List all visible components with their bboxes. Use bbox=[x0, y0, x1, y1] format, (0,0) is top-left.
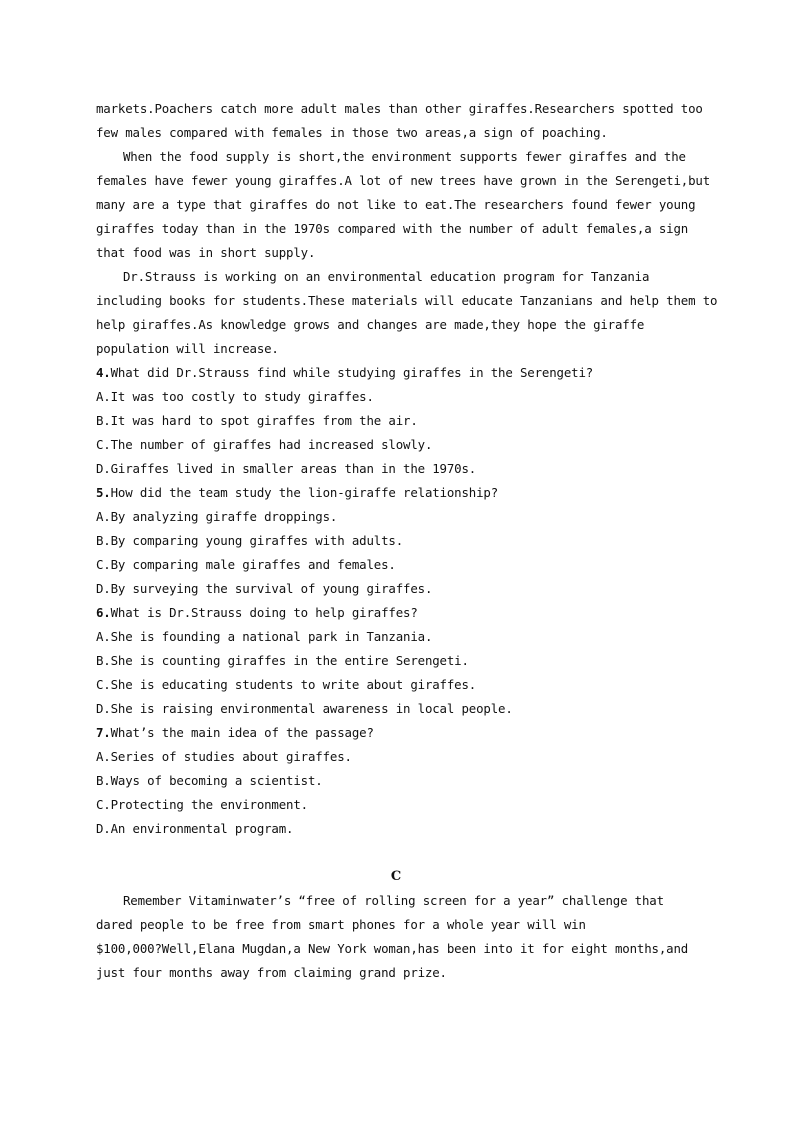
option-c: C.Protecting the environment. bbox=[96, 797, 308, 812]
question-stem bbox=[96, 601, 696, 625]
question-4 bbox=[96, 361, 696, 481]
question-text: What is Dr.Strauss doing to help giraffes? bbox=[110, 605, 418, 620]
option-a: A.Series of studies about giraffes. bbox=[96, 749, 352, 764]
question-number: 7. bbox=[96, 725, 111, 740]
question-number: 4. bbox=[96, 365, 111, 380]
text-line: population will increase. bbox=[96, 341, 279, 356]
option-c: C.She is educating students to write about giraffes. bbox=[96, 677, 477, 692]
option-d: D.By surveying the survival of young giraffes. bbox=[96, 581, 433, 596]
option-d: D.She is raising environmental awareness in local people. bbox=[96, 701, 513, 716]
option-a: A.She is founding a national park in Tanzania. bbox=[96, 629, 433, 644]
question-text: What’s the main idea of the passage? bbox=[110, 725, 374, 740]
text-line: Dr.Strauss is working on an environmental education program for Tanzania bbox=[123, 269, 650, 284]
option-d: D.An environmental program. bbox=[96, 821, 294, 836]
section-c-paragraph bbox=[96, 889, 696, 985]
text-line: $100,000?Well,Elana Mugdan,a New York woman,has been into it for eight months,and bbox=[96, 941, 689, 956]
question-text: What did Dr.Strauss find while studying giraffes in the Serengeti? bbox=[110, 365, 594, 380]
option-c: C.The number of giraffes had increased slowly. bbox=[96, 437, 433, 452]
text-line: few males compared with females in those two areas,a sign of poaching. bbox=[96, 125, 608, 140]
question-stem bbox=[96, 481, 696, 505]
option-b: B.It was hard to spot giraffes from the air. bbox=[96, 413, 418, 428]
passage-paragraph bbox=[96, 265, 718, 361]
text-line: help giraffes.As knowledge grows and changes are made,they hope the giraffe bbox=[96, 317, 645, 332]
question-text: How did the team study the lion-giraffe relationship? bbox=[110, 485, 499, 500]
option-a: A.By analyzing giraffe droppings. bbox=[96, 509, 338, 524]
option-d: D.Giraffes lived in smaller areas than in the 1970s. bbox=[96, 461, 477, 476]
text-line: including books for students.These materials will educate Tanzanians and help them to bbox=[96, 293, 718, 308]
text-line: many are a type that giraffes do not like to eat.The researchers found fewer young bbox=[96, 197, 696, 212]
option-b: B.She is counting giraffes in the entire Serengeti. bbox=[96, 653, 469, 668]
text-line: that food was in short supply. bbox=[96, 245, 316, 260]
section-c-title: C bbox=[390, 869, 402, 884]
text-line: females have fewer young giraffes.A lot of new trees have grown in the Serengeti,but bbox=[96, 173, 711, 188]
option-b: B.Ways of becoming a scientist. bbox=[96, 773, 323, 788]
passage-paragraph bbox=[96, 97, 703, 145]
question-5 bbox=[96, 481, 696, 601]
text-line: just four months away from claiming grand prize. bbox=[96, 965, 447, 980]
question-6 bbox=[96, 601, 696, 721]
document-page bbox=[96, 97, 718, 985]
text-line: markets.Poachers catch more adult males than other giraffes.Researchers spotted too bbox=[96, 101, 703, 116]
text-line: Remember Vitaminwater’s “free of rolling screen for a year” challenge that bbox=[123, 893, 664, 908]
question-stem bbox=[96, 361, 696, 385]
question-stem bbox=[96, 721, 696, 745]
question-7 bbox=[96, 721, 696, 841]
question-number: 5. bbox=[96, 485, 111, 500]
passage-paragraph bbox=[96, 145, 711, 265]
text-line: giraffes today than in the 1970s compared with the number of adult females,a sign bbox=[96, 221, 689, 236]
text-line: When the food supply is short,the environment supports fewer giraffes and the bbox=[123, 149, 686, 164]
option-b: B.By comparing young giraffes with adults. bbox=[96, 533, 404, 548]
option-c: C.By comparing male giraffes and females. bbox=[96, 557, 396, 572]
text-line: dared people to be free from smart phones for a whole year will win bbox=[96, 917, 586, 932]
question-number: 6. bbox=[96, 605, 111, 620]
option-a: A.It was too costly to study giraffes. bbox=[96, 389, 374, 404]
